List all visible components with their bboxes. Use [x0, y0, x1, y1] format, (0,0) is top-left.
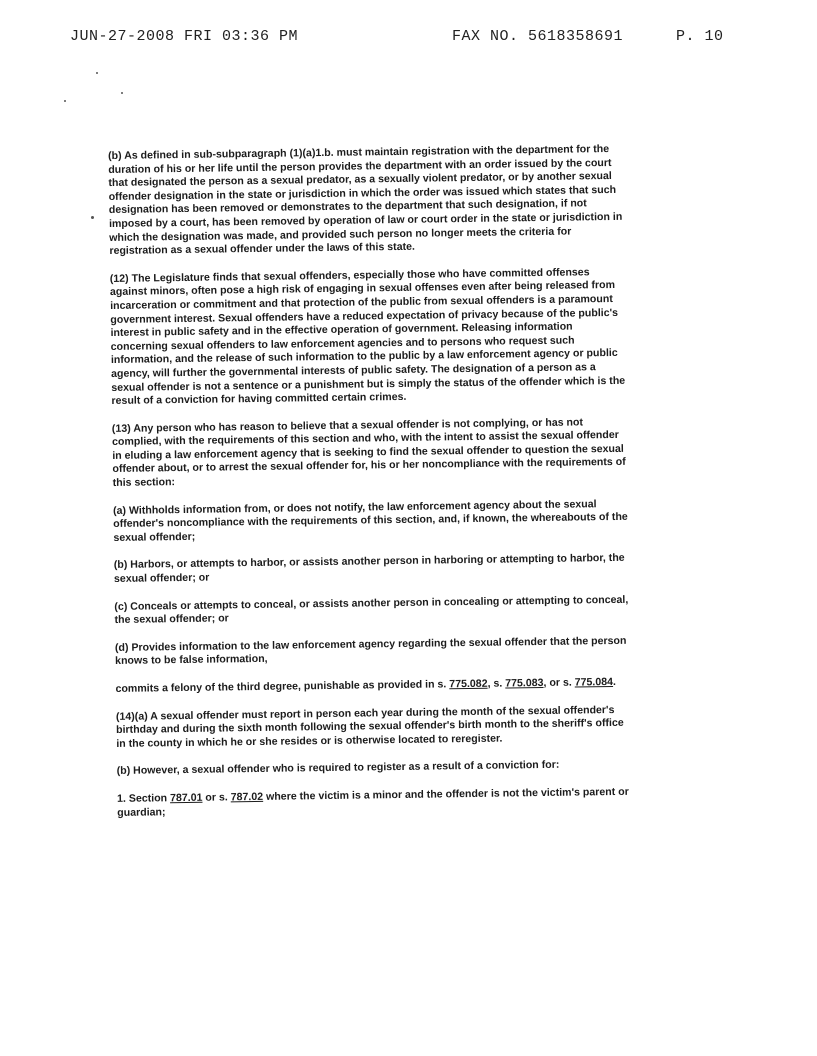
item-1-prefix: 1. Section [116, 792, 171, 805]
item-1-suffix: where the victim is a minor and the offender is not the victim's parent or guardian; [117, 785, 629, 819]
statute-link-775-084[interactable]: 775.084 [574, 676, 614, 689]
paragraph-b-registration: (b) As defined in sub-subparagraph (1)(a)1.b. must maintain registration with the department for the duration of his or her life until the person provides the department with an order issued by the court that designated the person as a sexual predator, as a sexually violent predator, or by another sexual offender designation in the state or jurisdiction in which the order was issued which states that such designation has been removed or demonstrates to the department that such designation, if not imposed by a court, has been removed by operation of law or court order in the state or jurisdiction in which the designation was made, and provided such person no longer meets the criteria for registration as a sexual offender under the laws of this state. [108, 143, 623, 258]
felony-text: commits a felony of the third degree, punishable as provided in s. [115, 678, 450, 695]
paragraph-13d: (d) Provides information to the law enforcement agency regarding the sexual offender that the person knows to be false information, [114, 634, 627, 668]
statute-link-775-083[interactable]: 775.083 [505, 676, 544, 690]
scan-speck [121, 92, 123, 94]
paragraph-13a: (a) Withholds information from, or does not notify, the law enforcement agency about the sexual offender's noncompliance with the requirements of this section, and, if known, the whereabouts of the sexual offender; [112, 497, 628, 544]
paragraph-13b: (b) Harbors, or attempts to harbor, or assists another person in harboring or attempting to harbor, the sexual offender; or [113, 552, 625, 585]
scan-speck [96, 72, 98, 74]
sentence-end: . [612, 675, 617, 689]
item-1-middle: or s. [202, 791, 231, 804]
statute-link-787-02[interactable]: 787.02 [230, 790, 264, 804]
statute-link-775-082[interactable]: 775.082 [449, 677, 488, 691]
fax-datetime: JUN-27-2008 FRI 03:36 PM [70, 28, 299, 45]
fax-header [0, 28, 817, 48]
citation-separator: , or s. [543, 676, 575, 689]
paragraph-felony-penalty [115, 676, 633, 697]
scan-speck [64, 100, 66, 102]
fax-page-number: P. 10 [676, 28, 724, 45]
fax-number: FAX NO. 5618358691 [452, 28, 624, 45]
paragraph-13c: (c) Conceals or attempts to conceal, or assists another person in concealing or attempting to conceal, the sexual offender; or [114, 593, 629, 627]
statute-link-787-01[interactable]: 787.01 [169, 791, 203, 805]
scan-speck [91, 216, 94, 219]
paragraph-13-intro: (13) Any person who has reason to believe that a sexual offender is not complying, or has not complied, with the requirements of this section and who, with the intent to assist the sexual offender in eluding a law enforcement agency that is seeking to find the sexual offender to question the sexual offender about, or to arrest the sexual offender for, his or her noncompliance with the requirements of this section: [111, 416, 626, 490]
citation-separator: , s. [487, 677, 506, 690]
paragraph-12-legislature-findings: (12) The Legislature finds that sexual offenders, especially those who have committed offenses against minors, often pose a high risk of engaging in sexual offenses even after being released from incarceration or commitment and that protection of the public from sexual offenders is a paramount government interest. Sexual offenders have a reduced expectation of privacy because of the public's interest in public safety and in the effective operation of government. Releasing information concerning sexual offenders to law enforcement agencies and to persons who request such information, and the release of such information to the public by a law enforcement agency or public agency, will further the governmental interests of public safety. The designation of a person as a sexual offender is not a sentence or a punishment but is simply the status of the offender which is the result of a conviction for having committed certain crimes. [109, 266, 626, 408]
document-body [108, 143, 636, 834]
paragraph-14a: (14)(a) A sexual offender must report in person each year during the month of the sexual offender's birthday and during the sixth month following the sexual offender's birth month to the sheriff's office in the county in which he or she resides or is otherwise located to reregister. [115, 703, 624, 750]
item-1 [117, 786, 635, 820]
paragraph-14b: (b) However, a sexual offender who is required to register as a result of a conviction for: [116, 759, 560, 778]
